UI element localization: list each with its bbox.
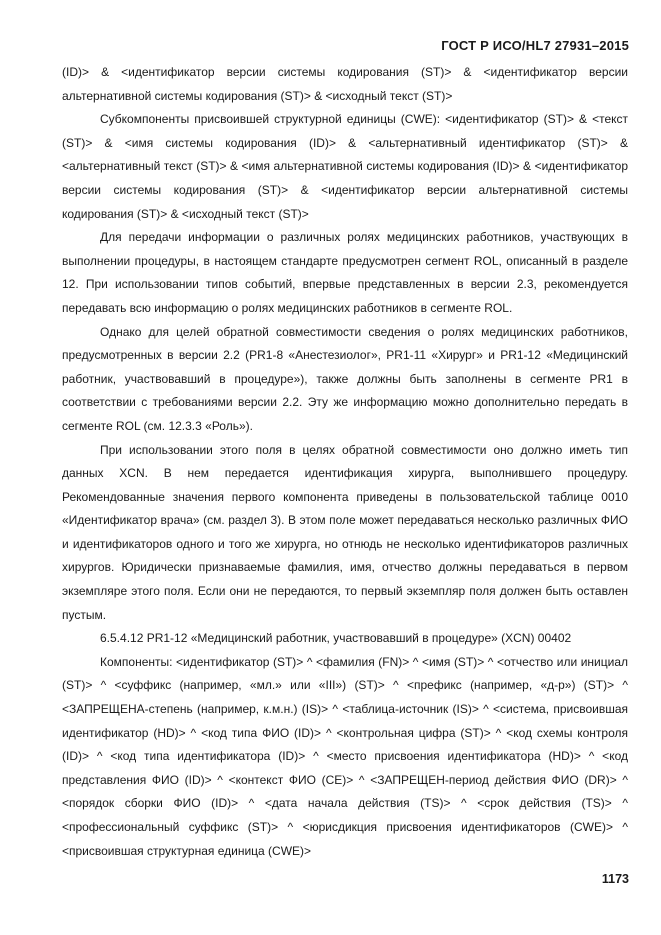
section-heading: 6.5.4.12 PR1-12 «Медицинский работник, участвовавший в процедуре» (XCN) 00402 — [100, 631, 572, 646]
paragraph-continuation: (ID)> & <идентификатор версии системы кодирования (ST)> & <идентификатор версии альтернативной системы кодирования (ST)> & <исходный текст (ST)> — [62, 65, 628, 103]
paragraph-components: Компоненты: <идентификатор (ST)> ^ <фамилия (FN)> ^ <имя (ST)> ^ <отчество или инициал (ST)> ^ <суффикс (например, «мл.» или «III») (ST)> ^ <префикс (например, «д-р») (ST)> ^ <ЗАПРЕЩЕНА-степень (например, к.м.н.) (IS)> ^ <таблица-источник (IS)> ^ <система, присвоившая идентификатор (HD)> ^ <код типа ФИО (ID)> ^ <контрольная цифра (ST)> ^ <код схемы контроля (ID)> ^ <код типа идентификатора (ID)> ^ <место присвоения идентификатора (HD)> ^ <код представления ФИО (ID)> ^ <контекст ФИО (CE)> ^ <ЗАПРЕЩЕН-период действия ФИО (DR)> ^ <порядок сборки ФИО (ID)> ^ <дата начала действия (TS)> ^ <срок действия (TS)> ^ <профессиональный суффикс (ST)> ^ <юрисдикция присвоения идентификаторов (CWE)> ^ <присвоившая структурная единица (CWE)> — [62, 654, 628, 858]
paragraph-rol-segment: Для передачи информации о различных ролях медицинских работников, участвующих в выполнении процедуры, в настоящем стандарте предусмотрен сегмент ROL, описанный в разделе 12. При использовании типов событий, впервые представленных в версии 2.3, рекомендуется передавать всю информацию о ролях медицинских работников в сегменте ROL. — [62, 230, 628, 315]
running-header: ГОСТ Р ИСО/HL7 27931–2015 — [441, 38, 629, 53]
page-body — [62, 61, 628, 863]
paragraph-xcn-usage: При использовании этого поля в целях обратной совместимости оно должно иметь тип данных XCN. В нем передается идентификация хирурга, выполнившего процедуру. Рекомендованные значения первого компонента приведены в пользовательской таблице 0010 «Идентификатор врача» (см. раздел 3). В этом поле может передаваться несколько различных ФИО и идентификаторов одного и того же хирурга, но отнюдь не несколько идентификаторов различных хирургов. Юридически признаваемые фамилия, имя, отчество должны передаваться в первом экземпляре этого поля. Если они не передаются, то первый экземпляр поля должен быть оставлен пустым. — [62, 442, 628, 622]
paragraph-subcomponents: Субкомпоненты присвоившей структурной единицы (CWE): <идентификатор (ST)> & <текст (ST)> & <имя системы кодирования (ID)> & <альтернативный идентификатор (ST)> & <альтернативный текст (ST)> & <имя альтернативной системы кодирования (ID)> & <идентификатор версии системы кодирования (ST)> & <идентификатор версии альтернативной системы кодирования (ST)> & <исходный текст (ST)> — [62, 112, 628, 221]
paragraph-backward-compat: Однако для целей обратной совместимости сведения о ролях медицинских работников, предусмотренных в версии 2.2 (PR1-8 «Анестезиолог», PR1-11 «Хирург» и PR1-12 «Медицинский работник, участвовавший в процедуре»), также должны быть заполнены в сегменте PR1 в соответствии с требованиями версии 2.2. Эту же информацию можно дополнительно передать в сегменте ROL (см. 12.3.3 «Роль»). — [62, 324, 628, 433]
page-number: 1173 — [601, 872, 629, 886]
